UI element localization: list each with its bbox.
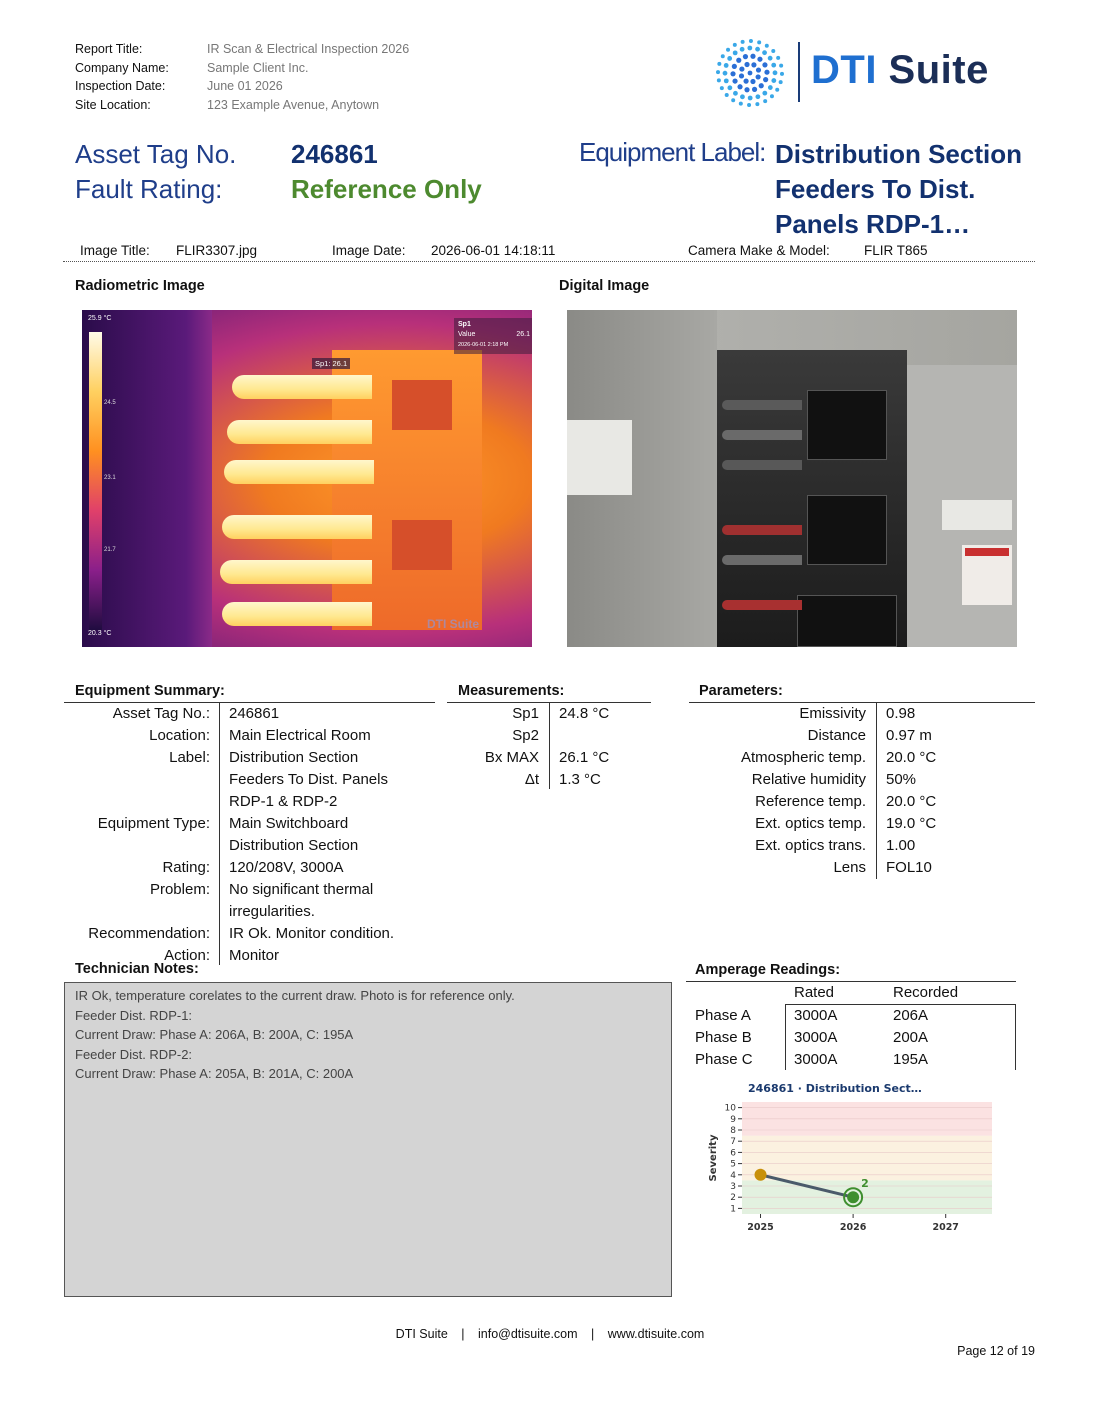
parameters-title: Parameters: <box>699 683 783 699</box>
dti-suite-logo <box>715 38 1015 108</box>
measurement-label: Δt <box>524 771 539 788</box>
logo-dot <box>762 50 767 55</box>
measurement-label: Sp1 <box>512 705 539 722</box>
logo-dot <box>763 77 768 82</box>
site-location: 123 Example Avenue, Anytown <box>207 97 380 112</box>
notes-line: Current Draw: Phase A: 206A, B: 200A, C: 195A <box>75 1027 354 1042</box>
amperage-phase: Phase A <box>695 1007 751 1024</box>
thermal-cable <box>222 515 372 539</box>
asset-tag-value: 246861 <box>291 139 378 169</box>
footer-email[interactable]: info@dtisuite.com <box>478 1327 578 1341</box>
logo-dot <box>779 80 783 84</box>
parameter-value: 19.0 °C <box>886 815 937 832</box>
notes-line: IR Ok, temperature corelates to the current draw. Photo is for reference only. <box>75 988 515 1003</box>
chart-title: 246861 · Distribution Sect… <box>748 1082 922 1095</box>
radiometric-image-title: Radiometric Image <box>75 278 205 294</box>
logo-dot <box>743 54 748 59</box>
parameter-value: 20.0 °C <box>886 749 937 766</box>
logo-dot <box>727 56 732 61</box>
site-location-label: Site Location: <box>75 97 151 112</box>
summary-row-value: IR Ok. Monitor condition. <box>229 925 395 942</box>
photo-cable <box>722 555 802 565</box>
amperage-rated: 3000A <box>794 1051 838 1068</box>
y-tick-label: 10 <box>724 1103 736 1114</box>
summary-row-value: Feeders To Dist. Panels <box>229 771 388 788</box>
logo-dot <box>756 67 761 72</box>
photo-breaker <box>807 495 887 565</box>
amperage-phase: Phase B <box>695 1029 752 1046</box>
asset-header-labels <box>75 137 236 207</box>
thermal-cable <box>224 460 374 484</box>
fault-rating-label: Fault Rating: <box>75 174 223 204</box>
summary-row-label: Asset Tag No.: <box>112 705 210 722</box>
photo-cable <box>722 525 802 535</box>
image-date-label: Image Date: <box>332 243 406 258</box>
logo-dot <box>723 71 728 76</box>
footer-separator: | <box>591 1327 595 1341</box>
amperage-header-rule <box>686 981 1016 982</box>
logo-dot <box>744 62 749 67</box>
photo-breaker <box>807 390 887 460</box>
logo-dot <box>750 54 755 59</box>
logo-dot <box>762 62 767 67</box>
asset-tag-label: Asset Tag No. <box>75 139 237 169</box>
report-title-label: Report Title: <box>75 42 143 56</box>
parameter-label: Atmospheric temp. <box>740 749 866 766</box>
spot-marker-label: Sp1: 26.1 <box>312 358 350 369</box>
technician-notes-box <box>64 982 672 1297</box>
logo-dot <box>739 102 743 106</box>
logo-dot <box>726 48 730 52</box>
logo-dot <box>739 66 744 71</box>
inspection-date: June 01 2026 <box>207 79 283 93</box>
thermal-cable <box>220 560 372 584</box>
logo-dot <box>771 78 776 83</box>
measurements-title: Measurements: <box>458 683 565 699</box>
parameter-label: Distance <box>807 727 866 744</box>
logo-dot <box>724 63 729 68</box>
parameter-value: 1.00 <box>886 837 916 854</box>
severity-trend-chart <box>700 1078 1010 1238</box>
photo-cable <box>722 430 802 440</box>
summary-row-value: Main Electrical Room <box>229 727 371 744</box>
y-tick-label: 4 <box>730 1170 736 1181</box>
logo-dot <box>756 74 761 79</box>
logo-wordmark: DTI Suite <box>811 48 989 92</box>
equipment-label-value <box>775 137 1075 242</box>
photo-label-sticker <box>567 420 632 495</box>
data-point-label: 2 <box>861 1177 869 1191</box>
data-point <box>755 1169 767 1181</box>
summary-row-value: 246861 <box>229 705 280 722</box>
measurement-value: 26.1 °C <box>559 749 610 766</box>
measurement-label: Sp2 <box>512 727 539 744</box>
amperage-rated: 3000A <box>794 1029 838 1046</box>
logo-dot <box>775 88 779 92</box>
logo-dots-icon <box>715 38 785 108</box>
equipment-summary-title: Equipment Summary: <box>75 683 225 699</box>
summary-row-value: 120/208V, 3000A <box>229 859 344 876</box>
image-title-label: Image Title: <box>80 243 150 258</box>
measurement-value: 1.3 °C <box>559 771 601 788</box>
camera-model: FLIR T865 <box>864 243 928 258</box>
logo-dot <box>724 78 729 83</box>
logo-dot <box>763 99 767 103</box>
logo-dot <box>752 87 757 92</box>
logo-dot <box>717 62 721 66</box>
summary-row-label: Location: <box>149 727 210 744</box>
summary-row-label: Problem: <box>149 881 210 898</box>
thermal-max-temp: 25.9 °C <box>88 315 112 322</box>
logo-dot <box>732 64 737 69</box>
company-label: Company Name: <box>75 60 169 75</box>
x-tick-label: 2026 <box>839 1222 867 1233</box>
logo-dot <box>744 87 749 92</box>
logo-dot <box>747 46 752 51</box>
footer-brand: DTI Suite <box>395 1327 448 1341</box>
summary-row-value: RDP-1 & RDP-2 <box>229 793 338 810</box>
image-title: FLIR3307.jpg <box>176 243 258 258</box>
y-tick-label: 7 <box>730 1137 736 1148</box>
notes-line: Current Draw: Phase A: 205A, B: 201A, C: 200A <box>75 1066 354 1081</box>
technician-notes-title: Technician Notes: <box>75 961 199 977</box>
thermal-measurement-box <box>454 318 532 354</box>
measurement-label: Bx MAX <box>484 749 539 766</box>
parameters-column-rule <box>876 703 877 879</box>
thermal-watermark: DTI Suite <box>427 617 480 631</box>
amperage-phase: Phase C <box>695 1051 753 1068</box>
amperage-readings-title: Amperage Readings: <box>695 962 841 978</box>
image-date: 2026-06-01 14:18:11 <box>431 243 556 258</box>
logo-dot <box>748 96 753 101</box>
parameter-label: Ext. optics trans. <box>755 837 866 854</box>
measurement-value: 24.8 °C <box>559 705 610 722</box>
severity-band <box>742 1136 992 1181</box>
thermal-cable <box>232 375 372 399</box>
summary-row-value: No significant thermal <box>229 881 374 898</box>
logo-dot <box>755 94 760 99</box>
y-tick-label: 5 <box>730 1159 736 1170</box>
equipment-label-heading: Equipment Label: <box>579 137 766 167</box>
amperage-col-recorded: Recorded <box>893 984 959 1001</box>
report-meta <box>75 40 409 114</box>
logo-dot <box>733 91 738 96</box>
fault-rating-value: Reference Only <box>291 174 482 204</box>
page-number: Page 12 of 19 <box>957 1344 1035 1358</box>
thermal-box-value: 26.1 <box>516 331 530 338</box>
digital-image <box>567 310 1017 647</box>
digital-image-title: Digital Image <box>559 278 650 294</box>
logo-dot <box>771 49 775 53</box>
summary-row-label: Action: <box>164 947 210 964</box>
logo-dot <box>725 93 729 97</box>
y-tick-label: 2 <box>730 1193 736 1204</box>
header-divider <box>63 261 1035 262</box>
amperage-rated: 3000A <box>794 1007 838 1024</box>
camera-label: Camera Make & Model: <box>688 243 830 258</box>
parameter-label: Ext. optics temp. <box>755 815 866 832</box>
logo-dot <box>737 84 742 89</box>
logo-dot <box>773 70 778 75</box>
page-footer <box>0 1327 1100 1341</box>
logo-dot <box>743 79 748 84</box>
logo-dot <box>747 103 751 107</box>
logo-dot <box>755 47 760 52</box>
logo-dot <box>757 57 762 62</box>
y-tick-label: 6 <box>730 1148 736 1159</box>
photo-cable <box>722 460 802 470</box>
logo-dot <box>740 47 745 52</box>
x-tick-label: 2025 <box>747 1222 774 1233</box>
summary-row-value: Main Switchboard <box>229 815 349 832</box>
footer-website[interactable]: www.dtisuite.com <box>607 1327 705 1341</box>
logo-dot <box>776 56 780 60</box>
logo-dot <box>750 79 755 84</box>
logo-dot <box>770 94 774 98</box>
radiometric-image <box>82 310 532 647</box>
y-tick-label: 8 <box>730 1126 736 1136</box>
logo-dot <box>717 78 721 82</box>
logo-dot <box>716 70 720 74</box>
logo-dot <box>768 85 773 90</box>
thermal-cable <box>222 602 372 626</box>
data-point <box>847 1191 859 1203</box>
summary-row-value: irregularities. <box>229 903 315 920</box>
thermal-block <box>392 380 452 430</box>
photo-cable <box>722 400 802 410</box>
equipment-label-line: Feeders To Dist. <box>775 174 976 204</box>
logo-dot <box>733 43 737 47</box>
notes-line: Feeder Dist. RDP-1: <box>75 1007 193 1023</box>
logo-dot <box>748 71 753 76</box>
logo-divider <box>798 42 800 102</box>
logo-dot <box>741 40 745 44</box>
summary-column-rule <box>219 703 220 965</box>
thermal-block <box>392 520 452 570</box>
logo-dot <box>739 73 744 78</box>
logo-dot <box>730 71 735 76</box>
amperage-col-rated: Rated <box>794 984 835 1001</box>
notes-line: Feeder Dist. RDP-2: <box>75 1046 193 1062</box>
asset-header-values <box>291 137 482 207</box>
parameter-label: Reference temp. <box>755 793 866 810</box>
summary-row-value: Distribution Section <box>229 837 359 854</box>
thermal-scale-tick: 24.5 <box>104 400 116 406</box>
y-tick-label: 1 <box>730 1204 736 1215</box>
logo-dot <box>762 91 767 96</box>
thermal-min-temp: 20.3 °C <box>88 630 112 637</box>
y-tick-label: 9 <box>730 1114 736 1125</box>
photo-danger-stripe <box>965 548 1009 556</box>
thermal-scale-tick: 23.1 <box>104 475 116 481</box>
summary-row-label: Equipment Type: <box>97 815 210 832</box>
inspection-date-label: Inspection Date: <box>75 79 166 93</box>
amperage-recorded: 200A <box>893 1029 929 1046</box>
parameter-value: 0.98 <box>886 705 916 722</box>
amperage-recorded: 195A <box>893 1051 929 1068</box>
equipment-label-line: Distribution Section <box>775 139 1022 169</box>
logo-dot <box>751 62 756 67</box>
logo-dot <box>731 98 735 102</box>
thermal-box-value-label: Value <box>458 331 476 338</box>
measurements-column-rule <box>549 703 550 789</box>
logo-dot <box>721 54 725 58</box>
logo-dot <box>736 58 741 63</box>
logo-dot <box>780 72 784 76</box>
parameter-value: 0.97 m <box>886 727 932 744</box>
parameter-value: 20.0 °C <box>886 793 937 810</box>
thermal-box-time: 2026-06-01 2:18 PM <box>458 342 509 348</box>
thermal-scale-tick: 21.7 <box>104 547 116 553</box>
logo-dot <box>749 39 753 43</box>
thermal-color-scale <box>89 332 102 630</box>
parameter-value: 50% <box>886 771 917 788</box>
logo-dot <box>732 78 737 83</box>
thermal-cable <box>227 420 372 444</box>
logo-dot <box>740 94 745 99</box>
summary-row-label: Rating: <box>162 859 210 876</box>
logo-dot <box>768 56 773 61</box>
thermal-box-title: Sp1 <box>458 321 471 328</box>
equipment-label-line: Panels RDP-1… <box>775 209 971 239</box>
photo-label-sticker <box>942 500 1012 530</box>
logo-dot <box>720 86 724 90</box>
logo-dot <box>764 70 769 75</box>
summary-row-label: Recommendation: <box>88 925 210 942</box>
photo-cable <box>722 600 802 610</box>
parameter-label: Relative humidity <box>751 771 866 788</box>
logo-dot <box>727 85 732 90</box>
logo-dot <box>771 63 776 68</box>
footer-separator: | <box>461 1327 465 1341</box>
x-tick-label: 2027 <box>932 1222 959 1233</box>
y-tick-label: 3 <box>730 1182 736 1192</box>
logo-dot <box>757 40 761 44</box>
logo-dot <box>733 50 738 55</box>
company-name: Sample Client Inc. <box>207 60 309 75</box>
report-title: IR Scan & Electrical Inspection 2026 <box>207 42 410 56</box>
summary-row-value: Distribution Section <box>229 749 359 766</box>
amperage-recorded: 206A <box>893 1007 929 1024</box>
logo-dot <box>755 102 759 106</box>
logo-dot <box>759 83 764 88</box>
y-axis-label: Severity <box>708 1134 719 1182</box>
photo-breaker <box>797 595 897 647</box>
parameter-label: Emissivity <box>799 705 866 722</box>
summary-row-value: Monitor <box>229 947 280 964</box>
logo-dot <box>779 64 783 68</box>
summary-row-label: Label: <box>169 749 210 766</box>
logo-dot <box>765 44 769 48</box>
parameter-label: Lens <box>833 859 866 876</box>
parameter-value: FOL10 <box>886 859 932 876</box>
